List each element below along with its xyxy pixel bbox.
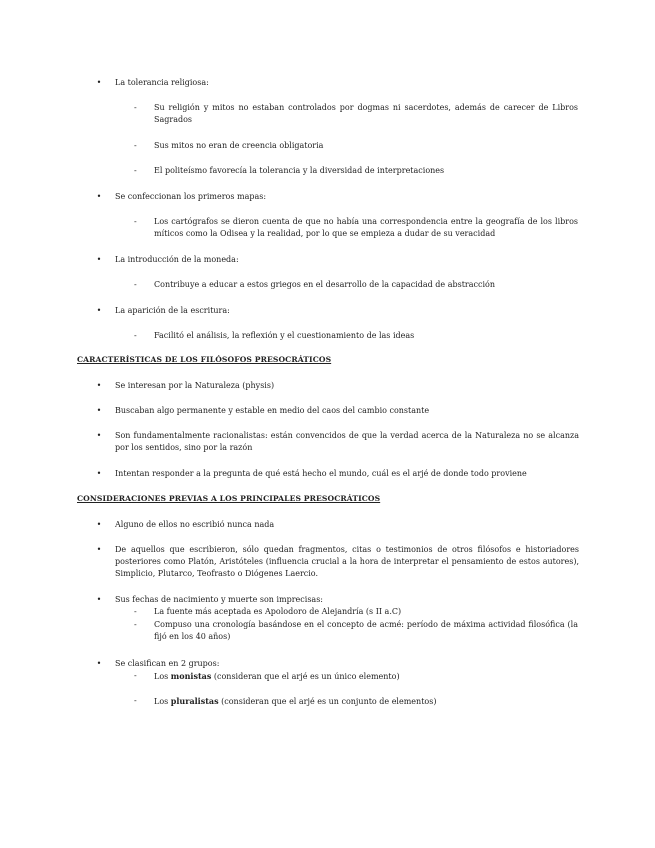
dash-marker: - xyxy=(134,141,137,150)
list-item: Se interesan por la Naturaleza (physis) xyxy=(115,381,275,390)
list-item: Son fundamentalmente racionalistas: están convencidos de que la verdad acerca de la Naturaleza no se alcanza por los sentidos, sino por la razón xyxy=(115,431,579,452)
dash-marker: - xyxy=(134,280,137,289)
list-item: Intentan responder a la pregunta de qué está hecho el mundo, cuál es el arjé de donde todo proviene xyxy=(115,469,527,478)
sub-list-item xyxy=(154,670,578,683)
bullet-marker: • xyxy=(96,381,102,390)
sub-list-item: Compuso una cronología basándose en el concepto de acmé: período de máxima actividad filosófica (la fijó en los 40 años) xyxy=(154,620,578,641)
group-suffix: (consideran que el arjé es un único elemento) xyxy=(211,672,400,681)
list-item: La tolerancia religiosa: xyxy=(115,78,209,87)
list-item: Sus fechas de nacimiento y muerte son imprecisas: xyxy=(115,595,323,604)
section-heading: CONSIDERACIONES PREVIAS A LOS PRINCIPALES PRESOCRÁTICOS xyxy=(77,494,381,503)
bullet-marker: • xyxy=(96,431,102,440)
dash-marker: - xyxy=(134,671,137,680)
bullet-marker: • xyxy=(96,520,102,529)
list-item: Alguno de ellos no escribió nunca nada xyxy=(115,520,275,529)
dash-marker: - xyxy=(134,696,137,705)
sub-list-item: Sus mitos no eran de creencia obligatoria xyxy=(154,141,324,150)
list-item: De aquellos que escribieron, sólo quedan fragmentos, citas o testimonios de otros filósofos e historiadores posteriores como Platón, Aristóteles (influencia crucial a la hora de interpretar el pensamiento de estos autores), Simplicio, Plutarco, Teofrasto o Diógenes Laercio. xyxy=(115,545,579,578)
group-prefix: Los xyxy=(154,697,171,706)
sub-list-item: Su religión y mitos no estaban controlados por dogmas ni sacerdotes, además de carecer de Libros Sagrados xyxy=(154,103,578,124)
sub-list-item: El politeísmo favorecía la tolerancia y la diversidad de interpretaciones xyxy=(154,166,445,175)
bullet-marker: • xyxy=(96,595,102,604)
sub-list-item: La fuente más aceptada es Apolodoro de Alejandría (s II a.C) xyxy=(154,607,402,616)
list-item: La introducción de la moneda: xyxy=(115,255,239,264)
bullet-marker: • xyxy=(96,255,102,264)
bullet-marker: • xyxy=(96,78,102,87)
bullet-marker: • xyxy=(96,192,102,201)
dash-marker: - xyxy=(134,620,137,629)
group-prefix: Los xyxy=(154,672,171,681)
list-item: Buscaban algo permanente y estable en medio del caos del cambio constante xyxy=(115,406,430,415)
group-name-bold: pluralistas xyxy=(170,696,219,706)
bullet-marker: • xyxy=(96,545,102,554)
bullet-marker: • xyxy=(96,469,102,478)
list-item: Se confeccionan los primeros mapas: xyxy=(115,192,267,201)
sub-list-item: Contribuye a educar a estos griegos en el desarrollo de la capacidad de abstracción xyxy=(154,280,495,289)
group-suffix: (consideran que el arjé es un conjunto de elementos) xyxy=(218,697,437,706)
bullet-marker: • xyxy=(96,659,102,668)
list-item: La aparición de la escritura: xyxy=(115,306,230,315)
sub-list-item xyxy=(154,695,578,708)
group-name-bold: monistas xyxy=(170,671,212,681)
dash-marker: - xyxy=(134,607,137,616)
dash-marker: - xyxy=(134,331,137,340)
dash-marker: - xyxy=(134,217,137,226)
dash-marker: - xyxy=(134,166,137,175)
section-heading: CARACTERÍSTICAS DE LOS FILÓSOFOS PRESOCRÁTICOS xyxy=(77,355,332,364)
bullet-marker: • xyxy=(96,406,102,415)
dash-marker: - xyxy=(134,103,137,112)
sub-list-item: Facilitó el análisis, la reflexión y el cuestionamiento de las ideas xyxy=(154,331,415,340)
sub-list-item: Los cartógrafos se dieron cuenta de que no había una correspondencia entre la geografía de los libros míticos como la Odisea y la realidad, por lo que se empieza a dudar de su veracidad xyxy=(154,217,578,238)
list-item: Se clasifican en 2 grupos: xyxy=(115,659,220,668)
bullet-marker: • xyxy=(96,306,102,315)
